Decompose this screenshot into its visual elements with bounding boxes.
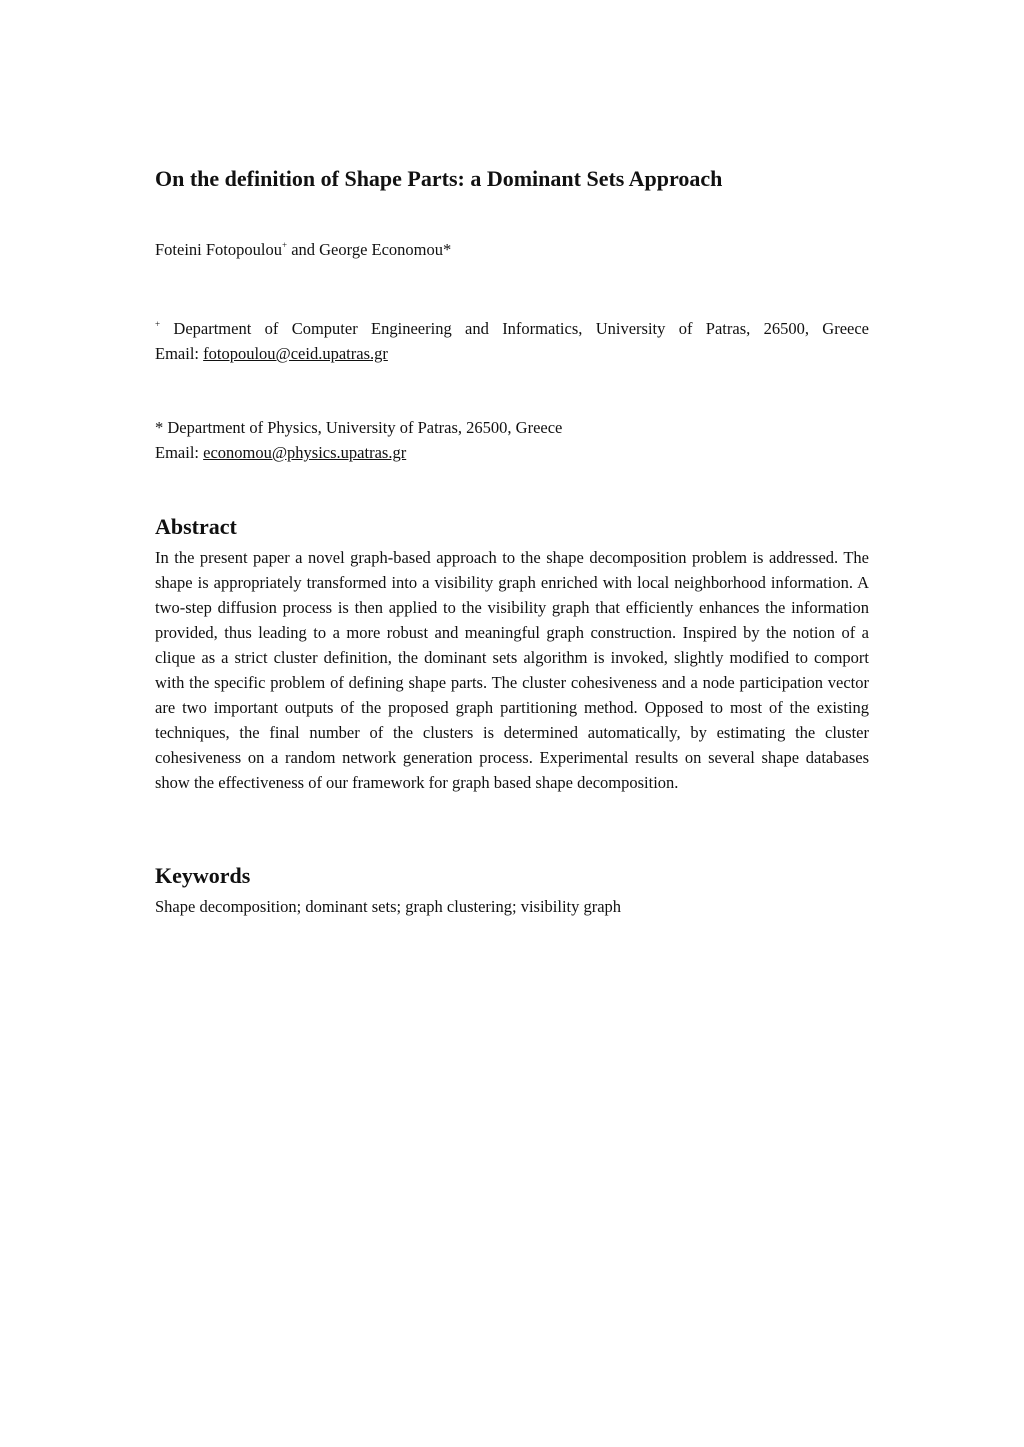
author-name: and George Economou*	[287, 240, 452, 259]
affiliation-mark: +	[155, 319, 161, 329]
abstract-heading: Abstract	[155, 514, 237, 539]
affiliation-department: * Department of Physics, University of Patras, 26500, Greece	[155, 418, 563, 437]
affiliation-mark: +	[281, 240, 288, 250]
author-list	[155, 240, 451, 260]
affiliation-computer-engineering	[155, 316, 869, 366]
email-link[interactable]: economou@physics.upatras.gr	[203, 443, 407, 462]
email-link[interactable]: fotopoulou@ceid.upatras.gr	[203, 344, 388, 363]
keywords-body: Shape decomposition; dominant sets; graph clustering; visibility graph	[155, 897, 622, 916]
abstract-body: In the present paper a novel graph-based approach to the shape decomposition problem is addressed. The shape is appropriately transformed into a visibility graph enriched with local neighborhood information. A two-step diffusion process is then applied to the visibility graph that efficiently enhances the information provided, thus leading to a more robust and meaningful graph construction. Inspired by the notion of a clique as a strict cluster definition, the dominant sets algorithm is invoked, slightly modified to comport with the specific problem of defining shape parts. The cluster cohesiveness and a node participation vector are two important outputs of the proposed graph partitioning method. Opposed to most of the existing techniques, the final number of the clusters is determined automatically, by estimating the cluster cohesiveness on a random network generation process. Experimental results on several shape databases show the effectiveness of our framework for graph based shape decomposition.	[155, 548, 869, 792]
affiliation-physics	[155, 415, 869, 465]
keywords-heading: Keywords	[155, 863, 251, 888]
paper-title: On the definition of Shape Parts: a Dominant Sets Approach	[155, 166, 723, 191]
affiliation-department: Department of Computer Engineering and Informatics, University of Patras, 26500, Greece	[160, 319, 869, 338]
email-label: Email:	[155, 344, 204, 363]
author-name: Foteini Fotopoulou	[155, 240, 282, 259]
affiliation-line	[155, 316, 869, 341]
email-label: Email:	[155, 443, 204, 462]
